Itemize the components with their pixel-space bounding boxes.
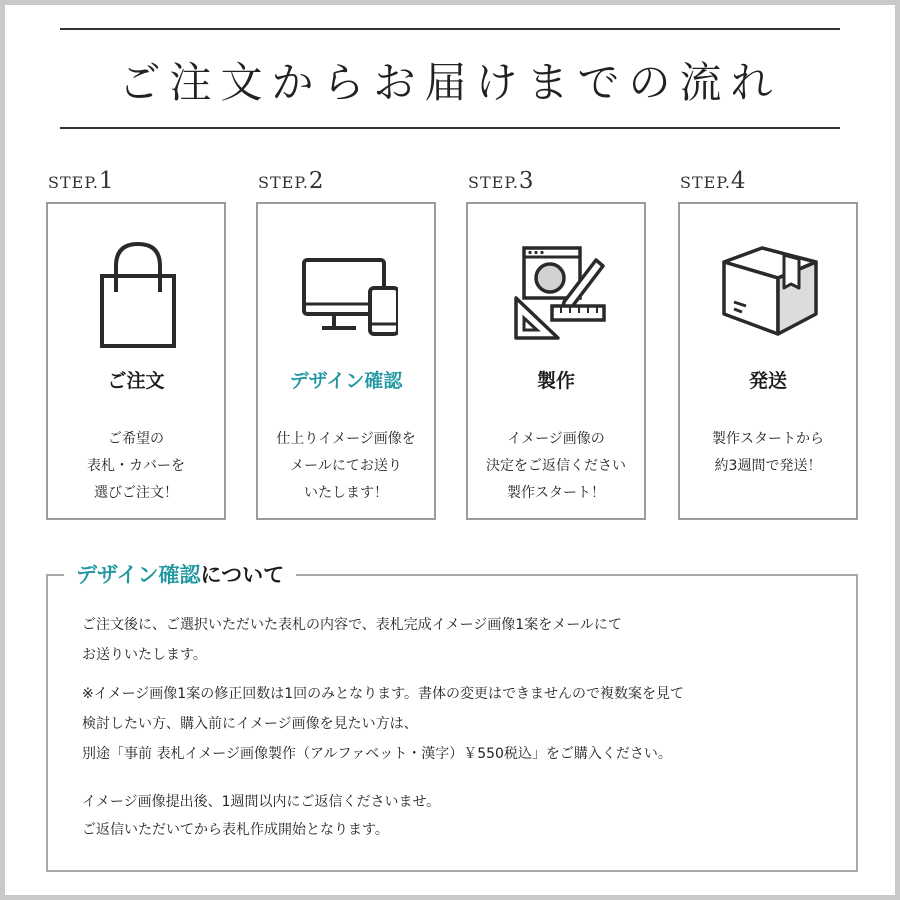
monitor-and-phone-icon [298, 230, 398, 350]
step-description: 仕上りイメージ画像を メールにてお送り いたします！ [276, 431, 416, 501]
info-heading [64, 556, 296, 592]
step-number: 1 [98, 168, 114, 194]
step-card-production [466, 202, 646, 520]
cardboard-box-icon [720, 230, 820, 350]
step-number: 4 [730, 168, 746, 194]
step-description: 製作スタートから 約3週間で発送！ [712, 431, 824, 474]
shopping-bag-icon [88, 230, 188, 350]
step-title: 発送 [748, 370, 787, 392]
step-number: 2 [308, 168, 324, 194]
info-heading-highlight: デザイン確認 [76, 563, 201, 587]
step-word: STEP. [48, 173, 99, 192]
step-number: 3 [518, 168, 534, 194]
step-title: ご注文 [107, 370, 165, 392]
step-title: 製作 [536, 370, 575, 392]
info-paragraph-3: イメージ画像提出後、1週間以内にご返信くださいませ。 ご返信いただいてから表札作成開始となります。 [82, 794, 441, 838]
step-card-shipping [678, 202, 858, 520]
info-paragraph-1: ご注文後に、ご選択いただいた表札の内容で、表札完成イメージ画像1案をメールにて お送りいたします。 [82, 617, 622, 663]
step-card-design-check [256, 202, 436, 520]
step-title: デザイン確認 [289, 370, 403, 392]
title-rule-bottom [60, 127, 840, 129]
step-label-2 [258, 168, 324, 198]
step-description: イメージ画像の 決定をご返信ください 製作スタート！ [486, 431, 626, 501]
step-word: STEP. [680, 173, 731, 192]
step-card-order [46, 202, 226, 520]
step-word: STEP. [258, 173, 309, 192]
page-title: ご注文からお届けまでの流れ [118, 58, 782, 107]
step-word: STEP. [468, 173, 519, 192]
design-tools-icon [508, 230, 608, 350]
step-description: ご希望の 表札・カバーを 選びご注文！ [87, 431, 185, 501]
info-heading-rest: について [200, 563, 285, 587]
step-label-1 [48, 168, 114, 198]
info-paragraph-2: ※イメージ画像1案の修正回数は1回のみとなります。書体の変更はできませんので複数案を見て 検討したい方、購入前にイメージ画像を見たい方は、 別途「事前 表札イメージ画像製作（アルファベット・漢字）￥550税込」をご購入ください。 [82, 686, 685, 762]
title-rule-top [60, 28, 840, 30]
step-label-4 [680, 168, 746, 198]
step-label-3 [468, 168, 534, 198]
